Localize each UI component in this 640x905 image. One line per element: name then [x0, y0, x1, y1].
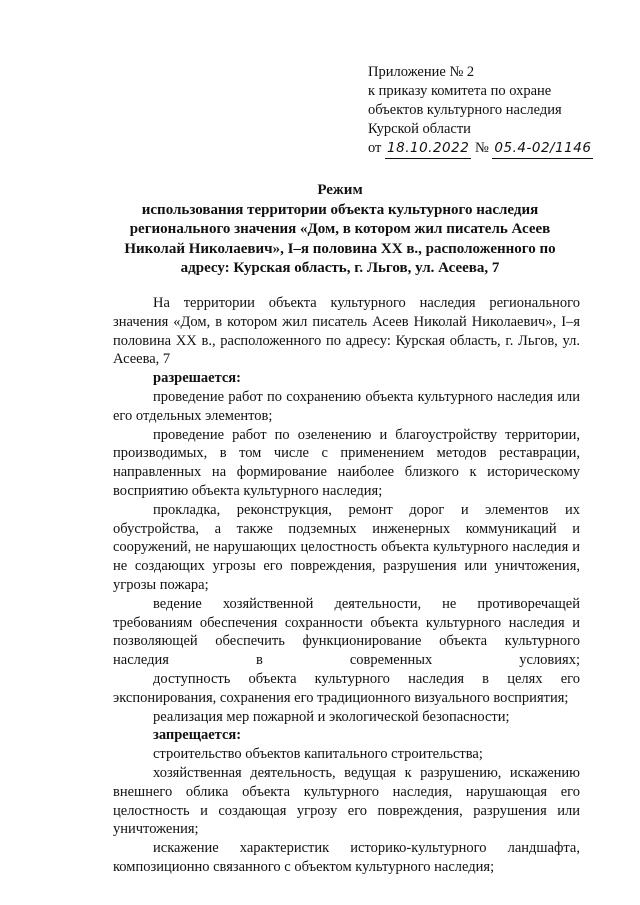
document-body	[113, 294, 580, 877]
forbidden-item: искажение характеристик историко-культурного ландшафта, композиционно связанного с объектом культурного наследия;	[113, 840, 580, 875]
allowed-item: ведение хозяйственной деятельности, не противоречащей требованиям обеспечения сохранности объекта культурного наследия и позволяющей обеспечить функционирование объекта культурного наследия в современных условиях;	[113, 595, 580, 669]
handwritten-date: 18.10.2022	[385, 139, 471, 159]
allowed-label: разрешается:	[153, 370, 241, 387]
title-subtitle: использования территории объекта культурного наследия регионального значения «Дом, в котором жил писатель Асеев Николай Николаевич», I–я половина XX в., расположенного по адресу: Курская область, г. Льгов, ул. Асеева, 7	[124, 201, 556, 276]
from-label: от	[368, 140, 382, 156]
intro-paragraph: На территории объекта культурного наследия регионального значения «Дом, в котором жил писатель Асеев Николай Николаевич», I–я половина XX в., расположенного по адресу: Курская область, г. Льгов, ул. Асеева, 7	[113, 295, 580, 368]
allowed-item: реализация мер пожарной и экологической безопасности;	[153, 708, 510, 725]
appendix-number: Приложение № 2	[368, 64, 475, 80]
document-title	[100, 181, 580, 279]
allowed-item: доступность объекта культурного наследия в целях его экспонирования, сохранения его традиционного визуального восприятия;	[113, 670, 580, 706]
number-label: №	[474, 140, 489, 156]
appendix-order-line: к приказу комитета по охране	[368, 83, 552, 99]
handwritten-order-number: 05.4-02/1146	[492, 139, 593, 159]
forbidden-item: строительство объектов капитального строительства;	[153, 746, 483, 763]
appendix-committee-line: объектов культурного наследия	[368, 102, 562, 118]
appendix-header	[368, 63, 628, 159]
order-date-number-line	[368, 139, 628, 159]
allowed-item: проведение работ по сохранению объекта культурного наследия или его отдельных элементов;	[113, 388, 580, 424]
forbidden-label: запрещается:	[153, 727, 242, 744]
appendix-region-line: Курской области	[368, 121, 471, 137]
title-heading: Режим	[317, 182, 363, 198]
allowed-item: проведение работ по озеленению и благоустройству территории, производимых, в том числе с применением методов реставрации, направленных на формирование наиболее близкого к историческому восприятию объекта культурного наследия;	[113, 426, 580, 499]
forbidden-item: хозяйственная деятельность, ведущая к разрушению, искажению внешнего облика объекта культурного наследия, нарушающая его целостность и создающая угрозу его повреждения, разрушения или уничтожения;	[113, 764, 580, 838]
allowed-item: прокладка, реконструкция, ремонт дорог и элементов их обустройства, а также подземных инженерных коммуникаций и сооружений, не нарушающих целостность объекта культурного наследия и не создающих угрозы его повреждения, разрушения или уничтожения, угрозы пожара;	[113, 501, 580, 593]
